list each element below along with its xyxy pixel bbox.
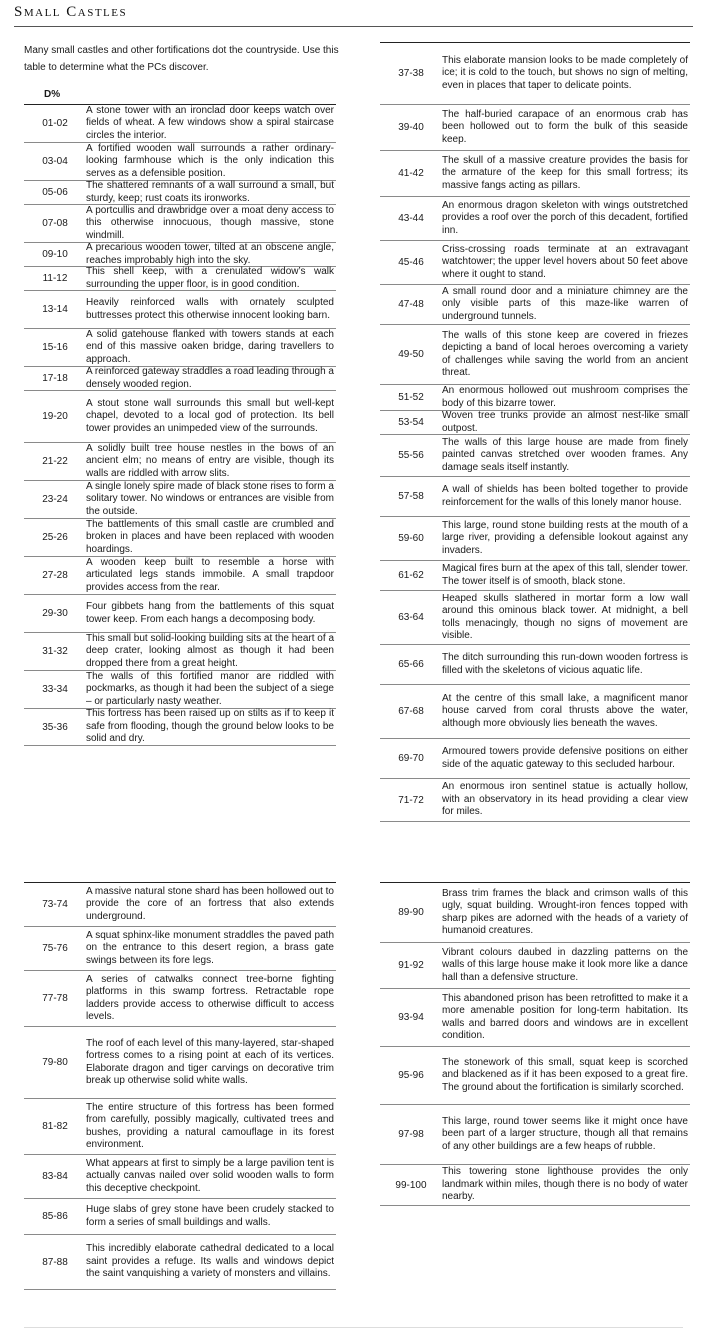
table-row bbox=[24, 480, 336, 518]
page-title: Small Castles bbox=[14, 4, 128, 20]
roll-range: 57-58 bbox=[398, 491, 424, 502]
table-row bbox=[24, 204, 336, 242]
table-row bbox=[24, 1026, 336, 1098]
roll-range: 47-48 bbox=[398, 299, 424, 310]
castle-description: The walls of this fortified manor are riddled with pockmarks, as though it had been the subject of a siege – or particularly nasty weather. bbox=[86, 670, 334, 707]
roll-range: 85-86 bbox=[42, 1211, 68, 1222]
roll-range: 99-100 bbox=[395, 1179, 427, 1191]
roll-range: 53-54 bbox=[398, 417, 424, 428]
table-column-top-left bbox=[24, 104, 336, 746]
castle-description: A reinforced gateway straddles a road leading through a densely wooded region. bbox=[86, 366, 334, 390]
table-row bbox=[380, 1104, 690, 1164]
table-row bbox=[24, 328, 336, 366]
table-row bbox=[380, 942, 690, 988]
table-row bbox=[24, 1154, 336, 1198]
table-row bbox=[380, 476, 690, 516]
table-row bbox=[24, 594, 336, 632]
table-row bbox=[380, 590, 690, 644]
castle-description: Four gibbets hang from the battlements of this squat tower keep. From each hangs a decomposing body. bbox=[86, 601, 334, 625]
castle-description: A fortified wooden wall surrounds a rather ordinary-looking farmhouse which is the only indication this serves as a defensible position. bbox=[86, 142, 334, 179]
roll-range: 41-42 bbox=[398, 168, 424, 179]
roll-range: 89-90 bbox=[398, 907, 424, 918]
roll-range: 11-12 bbox=[42, 273, 68, 284]
intro-text: Many small castles and other fortifications dot the countryside. Use this table to determine what the PCs discover. bbox=[24, 45, 339, 73]
roll-range: 97-98 bbox=[398, 1129, 424, 1140]
castle-description: Criss-crossing roads terminate at an extravagant watchtower; the upper level hovers about 50 feet above where it ought to stand. bbox=[442, 243, 688, 280]
table-row bbox=[24, 266, 336, 290]
castle-description: This large, round stone building rests at the mouth of a large river, providing a defensible lookout against any invaders. bbox=[442, 519, 688, 556]
roll-range: 43-44 bbox=[398, 213, 424, 224]
castle-description: A wooden keep built to resemble a horse with articulated legs stands immobile. A small trapdoor provides access from the rear. bbox=[86, 556, 334, 593]
castle-description: This elaborate mansion looks to be made completely of ice; it is cold to the touch, but shows no sign of melting, even in places that taper to delicate points. bbox=[442, 54, 688, 91]
castle-description: A series of catwalks connect tree-borne fighting platforms in this swamp fortress. Retractable rope ladders provide access to otherwise difficult to access levels. bbox=[86, 973, 334, 1022]
castle-description: This fortress has been raised up on stilts as if to keep it safe from flooding, though the ground below looks to be solid and dry. bbox=[86, 708, 334, 745]
dice-header: D% bbox=[44, 89, 61, 100]
castle-description: An enormous hollowed out mushroom comprises the body of this bizarre tower. bbox=[442, 385, 688, 409]
roll-range: 79-80 bbox=[42, 1057, 68, 1068]
table-row bbox=[24, 518, 336, 556]
castle-description: This shell keep, with a crenulated widow’s walk surrounding the upper floor, is in good condition. bbox=[86, 266, 334, 290]
castle-description: The stonework of this small, squat keep is scorched and blackened as if it has been exposed to a great fire. The ground about the fortification is similarly scorched. bbox=[442, 1056, 688, 1093]
table-column-bottom-right bbox=[380, 882, 690, 1206]
table-column-top-right bbox=[380, 42, 690, 822]
castle-description: What appears at first to simply be a large pavilion tent is actually canvas nailed over solid wooden walls to form this deceptive checkpoint. bbox=[86, 1157, 334, 1194]
castle-description: The entire structure of this fortress has been formed from carefully, possibly magically, cultivated trees and bushes, providing a natural camouflage in its forest environment. bbox=[86, 1101, 334, 1150]
table-row bbox=[380, 1046, 690, 1104]
table-row bbox=[24, 142, 336, 180]
roll-range: 27-28 bbox=[42, 570, 68, 581]
table-row bbox=[380, 560, 690, 590]
table-row bbox=[380, 284, 690, 324]
table-row bbox=[24, 104, 336, 142]
table-row bbox=[380, 778, 690, 822]
table-row bbox=[380, 738, 690, 778]
castle-description: A solid gatehouse flanked with towers stands at each end of this massive oaken bridge, daring travellers to approach. bbox=[86, 328, 334, 365]
table-row bbox=[380, 988, 690, 1046]
castle-description: A solidly built tree house nestles in the bows of an ancient elm; no means of entry are visible, though its walls are riddled with arrow slits. bbox=[86, 442, 334, 479]
castle-description: A massive natural stone shard has been hollowed out to provide the core of an fortress that also extends underground. bbox=[86, 885, 334, 922]
castle-description: The walls of this stone keep are covered in friezes depicting a band of local heroes overcoming a variety of challenges while saving the world from an ancient threat. bbox=[442, 329, 688, 378]
castle-description: Brass trim frames the black and crimson walls of this ugly, squat building. Wrought-iron fences topped with sharp pikes are adorned with the heads of a variety of humanoid creatures. bbox=[442, 887, 688, 936]
table-row bbox=[24, 1234, 336, 1290]
castle-description: A portcullis and drawbridge over a moat deny access to this otherwise innocuous, though massive, stone windmill. bbox=[86, 204, 334, 241]
castle-description: The ditch surrounding this run-down wooden fortress is filled with the skeletons of vicious aquatic life. bbox=[442, 652, 688, 676]
castle-description: A stone tower with an ironclad door keeps watch over fields of wheat. A few windows show a spiral staircase circles the interior. bbox=[86, 104, 334, 141]
table-row bbox=[24, 882, 336, 926]
roll-range: 21-22 bbox=[42, 456, 68, 467]
roll-range: 65-66 bbox=[398, 659, 424, 670]
table-row bbox=[24, 290, 336, 328]
roll-range: 49-50 bbox=[398, 349, 424, 360]
roll-range: 09-10 bbox=[42, 249, 68, 260]
table-row bbox=[380, 410, 690, 434]
roll-range: 29-30 bbox=[42, 608, 68, 619]
table-row bbox=[380, 42, 690, 104]
table-row bbox=[380, 1164, 690, 1206]
castle-description: A squat sphinx-like monument straddles the paved path on the entrance to this desert region, a brass gate swings between its fore legs. bbox=[86, 929, 334, 966]
castle-description: At the centre of this small lake, a magnificent manor house carved from coral thrusts above the water, although more obviously lies beneath the waves. bbox=[442, 692, 688, 729]
roll-range: 81-82 bbox=[42, 1121, 68, 1132]
table-column-bottom-left bbox=[24, 882, 336, 1290]
table-row bbox=[380, 150, 690, 196]
table-row bbox=[380, 104, 690, 150]
table-row bbox=[380, 516, 690, 560]
title-divider bbox=[14, 26, 693, 27]
castle-description: The roof of each level of this many-layered, star-shaped fortress comes to a rising point at each of its vertices. Elaborate dragon and tiger carvings on decorative trim break up otherwise solid white walls. bbox=[86, 1037, 334, 1086]
table-row bbox=[380, 384, 690, 410]
castle-description: This abandoned prison has been retrofitted to make it a more amenable position for long-term habitation. Its walls and barred doors and windows are in excellent condition. bbox=[442, 992, 688, 1041]
table-row bbox=[24, 390, 336, 442]
table-row bbox=[24, 926, 336, 970]
table-row bbox=[380, 240, 690, 284]
castle-description: This small but solid-looking building sits at the heart of a deep crater, looking almost as though it had been dropped there from a great height. bbox=[86, 632, 334, 669]
roll-range: 61-62 bbox=[398, 570, 424, 581]
roll-range: 05-06 bbox=[42, 187, 68, 198]
roll-range: 67-68 bbox=[398, 706, 424, 717]
castle-description: Magical fires burn at the apex of this tall, slender tower. The tower itself is of smooth, black stone. bbox=[442, 563, 688, 587]
roll-range: 75-76 bbox=[42, 943, 68, 954]
roll-range: 51-52 bbox=[398, 392, 424, 403]
roll-range: 07-08 bbox=[42, 218, 68, 229]
table-row bbox=[380, 434, 690, 476]
castle-description: A small round door and a miniature chimney are the only visible parts of this maze-like warren of underground tunnels. bbox=[442, 285, 688, 322]
table-row bbox=[380, 196, 690, 240]
castle-description: The walls of this large house are made from finely painted canvas stretched over wooden frames. Any damage seals itself instantly. bbox=[442, 436, 688, 473]
castle-description: A single lonely spire made of black stone rises to form a solitary tower. No windows or entrances are visible from the outside. bbox=[86, 480, 334, 517]
table-row bbox=[380, 324, 690, 384]
roll-range: 25-26 bbox=[42, 532, 68, 543]
roll-range: 95-96 bbox=[398, 1070, 424, 1081]
roll-range: 55-56 bbox=[398, 450, 424, 461]
castle-description: Heavily reinforced walls with ornately sculpted buttresses protect this otherwise innocent looking barn. bbox=[86, 297, 334, 321]
table-row bbox=[380, 882, 690, 942]
table-row bbox=[24, 632, 336, 670]
roll-range: 03-04 bbox=[42, 156, 68, 167]
table-row bbox=[24, 242, 336, 266]
castle-description: An enormous iron sentinel statue is actually hollow, with an observatory in its head providing a clear view for miles. bbox=[442, 781, 688, 818]
roll-range: 59-60 bbox=[398, 533, 424, 544]
castle-description: This large, round tower seems like it might once have been part of a larger structure, though all that remains of any other buildings are a few heaps of rubble. bbox=[442, 1115, 688, 1152]
roll-range: 33-34 bbox=[42, 684, 68, 695]
roll-range: 83-84 bbox=[42, 1171, 68, 1182]
table-row bbox=[24, 708, 336, 746]
castle-description: Woven tree trunks provide an almost nest-like small outpost. bbox=[442, 410, 688, 434]
castle-description: An enormous dragon skeleton with wings outstretched provides a roof over the porch of this decadent, fortified inn. bbox=[442, 199, 688, 236]
roll-range: 77-78 bbox=[42, 993, 68, 1004]
castle-description: This incredibly elaborate cathedral dedicated to a local saint provides a refuge. Its walls and windows depict the saint vanquishing a variety of monsters and villains. bbox=[86, 1243, 334, 1280]
table-row bbox=[380, 644, 690, 684]
roll-range: 91-92 bbox=[398, 960, 424, 971]
castle-description: A precarious wooden tower, tilted at an obscene angle, reaches improbably high into the sky. bbox=[86, 242, 334, 266]
castle-description: The skull of a massive creature provides the basis for the armature of the keep for this small fortress; its massive fangs acting as pillars. bbox=[442, 154, 688, 191]
roll-range: 13-14 bbox=[42, 304, 68, 315]
roll-range: 63-64 bbox=[398, 612, 424, 623]
castle-description: The battlements of this small castle are crumbled and broken in places and have been replaced with wooden hoardings. bbox=[86, 518, 334, 555]
table-row bbox=[24, 442, 336, 480]
roll-range: 31-32 bbox=[42, 646, 68, 657]
table-row bbox=[24, 366, 336, 390]
roll-range: 87-88 bbox=[42, 1256, 68, 1268]
castle-description: A wall of shields has been bolted together to provide reinforcement for the walls of this lonely manor house. bbox=[442, 484, 688, 508]
roll-range: 45-46 bbox=[398, 257, 424, 268]
roll-range: 17-18 bbox=[42, 373, 68, 384]
roll-range: 19-20 bbox=[42, 411, 68, 422]
castle-description: Vibrant colours daubed in dazzling patterns on the walls of this large house make it look more like a dance hall than a defensive structure. bbox=[442, 946, 688, 983]
roll-range: 15-16 bbox=[42, 342, 68, 353]
table-row bbox=[24, 556, 336, 594]
castle-description: Huge slabs of grey stone have been crudely stacked to form a series of small buildings and walls. bbox=[86, 1204, 334, 1228]
roll-range: 39-40 bbox=[398, 122, 424, 133]
castle-description: The half-buried carapace of an enormous crab has been hollowed out to form the bulk of this seaside keep. bbox=[442, 108, 688, 145]
roll-range: 69-70 bbox=[398, 753, 424, 764]
roll-range: 93-94 bbox=[398, 1012, 424, 1023]
roll-range: 01-02 bbox=[42, 118, 68, 129]
castle-description: This towering stone lighthouse provides the only landmark within miles, though there is no body of water nearby. bbox=[442, 1166, 688, 1203]
roll-range: 37-38 bbox=[398, 68, 424, 79]
table-row bbox=[24, 670, 336, 708]
castle-description: Heaped skulls slathered in mortar form a low wall around this ominous black tower. At midnight, a bell tolls menacingly, though no signs of movement are visible. bbox=[442, 592, 688, 641]
table-row bbox=[24, 1198, 336, 1234]
page-bottom-rule bbox=[24, 1327, 683, 1328]
roll-range: 73-74 bbox=[42, 899, 68, 910]
roll-range: 35-36 bbox=[42, 721, 68, 733]
roll-range: 23-24 bbox=[42, 494, 68, 505]
table-row bbox=[24, 1098, 336, 1154]
castle-description: Armoured towers provide defensive positions on either side of the aquatic gateway to this secluded harbour. bbox=[442, 746, 688, 770]
table-row bbox=[380, 684, 690, 738]
castle-description: The shattered remnants of a wall surround a small, but sturdy, keep; rust coats its ironworks. bbox=[86, 180, 334, 204]
table-row bbox=[24, 180, 336, 204]
table-row bbox=[24, 970, 336, 1026]
castle-description: A stout stone wall surrounds this small but well-kept chapel, devoted to a local god of protection. Its bell tower provides an unimpeded view of the surrounds. bbox=[86, 397, 334, 434]
roll-range: 71-72 bbox=[398, 794, 424, 806]
